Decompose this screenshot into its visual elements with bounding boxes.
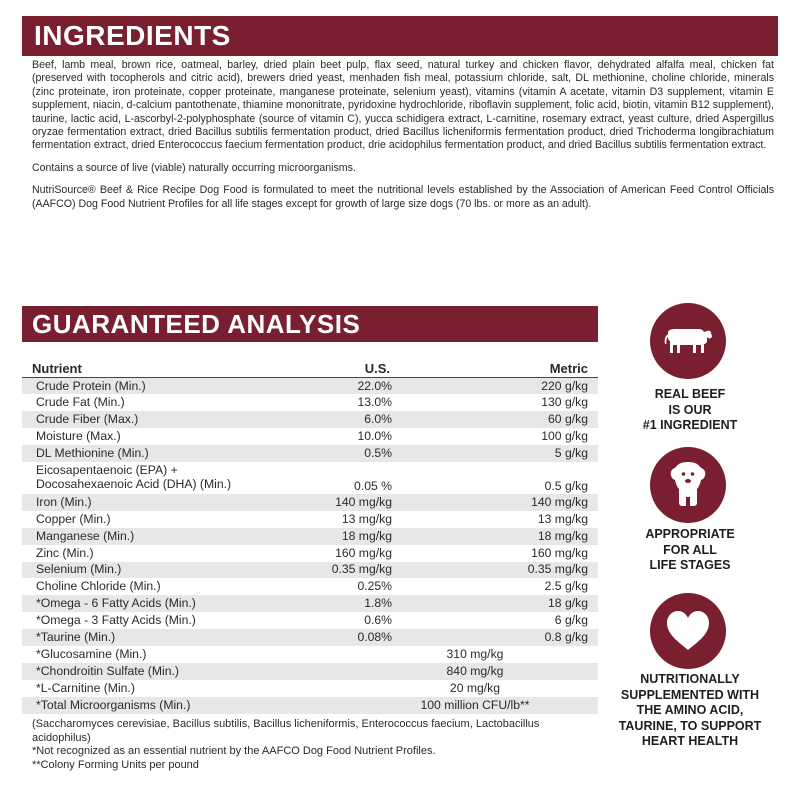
table-row — [22, 680, 598, 697]
metric-value: 2.5 g/kg — [544, 579, 588, 594]
nutrient-name: *Glucosamine (Min.) — [36, 646, 147, 661]
badge-caption-line: HEART HEALTH — [641, 734, 739, 749]
table-row — [22, 378, 598, 395]
microorganisms-note: Contains a source of live (viable) naturally occurring microorganisms. — [32, 161, 356, 174]
us-value: 0.25% — [357, 579, 392, 594]
us-value: 10.0% — [357, 429, 392, 444]
table-row — [22, 629, 598, 646]
nutrient-name: Selenium (Min.) — [22, 562, 322, 579]
nutrient-name-line: Eicosapentaenoic (EPA) + — [36, 463, 178, 478]
nutrient-name: Iron (Min.) — [22, 494, 322, 511]
badge-caption-line: SUPPLEMENTED WITH — [620, 687, 760, 702]
analysis-heading: GUARANTEED ANALYSIS — [22, 306, 598, 342]
not-recognized-footnote: *Not recognized as an essential nutrient by the AAFCO Dog Food Nutrient Profiles. — [32, 745, 436, 757]
nutrient-name: Crude Protein (Min.) — [22, 378, 322, 395]
microorganism-species-note: (Saccharomyces cerevisiae, Bacillus subtilis, Bacillus licheniformis, Enterococcus faecium, Lactobacillus acidophilus) — [32, 718, 540, 744]
metric-value: 18 g/kg — [400, 595, 598, 612]
us-value: 0.5% — [322, 445, 400, 462]
us-value: 160 mg/kg — [335, 545, 392, 560]
real-beef-badge — [650, 303, 726, 379]
table-row — [22, 445, 598, 462]
us-value: 140 mg/kg — [322, 494, 400, 511]
nutrient-name: Manganese (Min.) — [22, 528, 322, 545]
table-row — [22, 528, 598, 545]
us-value: 0.08% — [322, 629, 400, 646]
us-value: 1.8% — [322, 595, 400, 612]
table-row — [22, 663, 598, 680]
combined-value: 20 mg/kg — [449, 680, 501, 695]
us-value: 22.0% — [322, 378, 400, 395]
metric-value: 5 g/kg — [400, 445, 598, 462]
life-stages-badge — [650, 447, 726, 523]
heart-health-badge — [650, 593, 726, 669]
table-row — [22, 411, 598, 428]
metric-value: 0.35 mg/kg — [400, 562, 598, 579]
us-value: 13 mg/kg — [341, 511, 392, 526]
badge-caption-line: IS OUR — [668, 402, 712, 417]
badge-caption-line: NUTRITIONALLY — [640, 672, 740, 686]
combined-value: 310 mg/kg — [446, 646, 504, 661]
heart-health-caption — [605, 672, 775, 750]
nutrient-name: *Omega - 6 Fatty Acids (Min.) — [22, 595, 322, 612]
nutrient-name: Crude Fat (Min.) — [36, 395, 125, 410]
nutrient-name: *Taurine (Min.) — [22, 629, 322, 646]
guaranteed-analysis-table — [22, 361, 598, 714]
badge-caption-line: FOR ALL — [663, 542, 717, 557]
us-value: 0.6% — [364, 613, 392, 628]
table-row — [22, 494, 598, 511]
real-beef-caption — [605, 387, 775, 434]
us-value: 6.0% — [322, 411, 400, 428]
ingredients-heading: INGREDIENTS — [22, 16, 778, 56]
cfu-footnote: **Colony Forming Units per pound — [32, 758, 199, 771]
table-row — [22, 428, 598, 445]
metric-value: 220 g/kg — [400, 378, 598, 395]
badge-caption-line: THE AMINO ACID, — [636, 703, 744, 718]
heart-icon — [650, 593, 726, 669]
table-row — [22, 545, 598, 562]
badge-caption-line: TAURINE, TO SUPPORT — [618, 718, 762, 733]
nutrient-name: Crude Fiber (Max.) — [22, 411, 322, 428]
badge-caption-line: APPROPRIATE — [645, 527, 735, 541]
combined-value: 840 mg/kg — [322, 663, 598, 680]
badge-caption-line: REAL BEEF — [654, 387, 726, 401]
analysis-footnotes — [32, 718, 592, 772]
ingredients-list: Beef, lamb meal, brown rice, oatmeal, barley, dried plain beet pulp, flax seed, natural turkey and chicken flavor, dehydrated alfalfa meal, chicken fat (preserved with tocopherols and citric acid), brewers dried yeast, menhaden fish meal, potassium chloride, salt, DL methionine, choline chloride, minerals (zinc proteinate, iron proteinate, copper proteinate, manganese proteinate, selenium yeast), vitamins (vitamin A acetate, vitamin D3 supplement, vitamin E supplement, niacin, d-calcium pantothenate, thiamine mononitrate, pyridoxine hydrochloride, riboflavin supplement, folic acid, biotin, vitamin B12 supplement), taurine, lactic acid, L-ascorbyl-2-polyphosphate (source of vitamin C), yucca schidigera extract, L-carnitine, rosemary extract, yeast culture, dried Aspergillus oryzae fermentation extract, dried Bacillus subtilis fermentation product, dried Bacillus licheniformis fermentation product, dried Trichoderma longibrachiatum fermentation extract, dried Enterococcus faecium fermentation product, drie acidophilus fermentation product, and dried Bacillus subtilis fermentation extract. — [32, 59, 774, 152]
badge-caption-line: #1 INGREDIENT — [642, 418, 738, 433]
us-value: 0.05 % — [354, 478, 392, 493]
metric-value: 160 mg/kg — [531, 545, 588, 560]
metric-value: 13 mg/kg — [537, 511, 588, 526]
column-header-metric: Metric — [549, 361, 588, 376]
table-row — [22, 646, 598, 663]
table-row — [22, 697, 598, 714]
us-value: 0.35 mg/kg — [322, 562, 400, 579]
metric-value: 140 mg/kg — [400, 494, 598, 511]
puppy-icon — [650, 447, 726, 523]
metric-value: 0.8 g/kg — [400, 629, 598, 646]
aafco-statement: NutriSource® Beef & Rice Recipe Dog Food is formulated to meet the nutritional levels established by the Association of American Feed Control Officials (AAFCO) Dog Food Nutrient Profiles for all life stages except for growth of large size dogs (70 lbs. or more as an adult). — [32, 184, 774, 210]
us-value: 13.0% — [357, 395, 392, 410]
metric-value: 60 g/kg — [400, 411, 598, 428]
cow-icon — [650, 303, 726, 379]
nutrient-name: *Omega - 3 Fatty Acids (Min.) — [36, 613, 196, 628]
table-row — [22, 462, 598, 494]
metric-value: 18 mg/kg — [400, 528, 598, 545]
nutrient-name: *Total Microorganisms (Min.) — [22, 697, 322, 714]
nutrient-name: *L-Carnitine (Min.) — [36, 680, 135, 695]
nutrient-name — [22, 462, 322, 494]
table-row — [22, 394, 598, 411]
badge-caption-line: LIFE STAGES — [649, 558, 731, 573]
combined-value: 100 million CFU/lb** — [322, 697, 598, 714]
table-row — [22, 595, 598, 612]
nutrient-name-line: Docosahexaenoic Acid (DHA) (Min.) — [36, 476, 232, 491]
us-value: 18 mg/kg — [322, 528, 400, 545]
column-header-nutrient: Nutrient — [32, 361, 82, 376]
nutrient-name: DL Methionine (Min.) — [22, 445, 322, 462]
nutrient-name: Choline Chloride (Min.) — [36, 579, 161, 594]
nutrient-name: Copper (Min.) — [36, 511, 111, 526]
nutrient-name: Moisture (Max.) — [36, 429, 121, 444]
nutrient-name: Zinc (Min.) — [36, 545, 94, 560]
column-header-us: U.S. — [364, 361, 390, 376]
table-row — [22, 562, 598, 579]
table-row — [22, 578, 598, 595]
ingredients-section — [32, 59, 774, 211]
metric-value: 0.5 g/kg — [544, 478, 588, 493]
metric-value: 6 g/kg — [554, 613, 588, 628]
metric-value: 130 g/kg — [541, 395, 588, 410]
life-stages-caption — [605, 527, 775, 574]
nutrient-name: *Chondroitin Sulfate (Min.) — [22, 663, 322, 680]
table-row — [22, 511, 598, 528]
table-row — [22, 612, 598, 629]
metric-value: 100 g/kg — [541, 429, 588, 444]
table-header-row — [22, 361, 598, 378]
